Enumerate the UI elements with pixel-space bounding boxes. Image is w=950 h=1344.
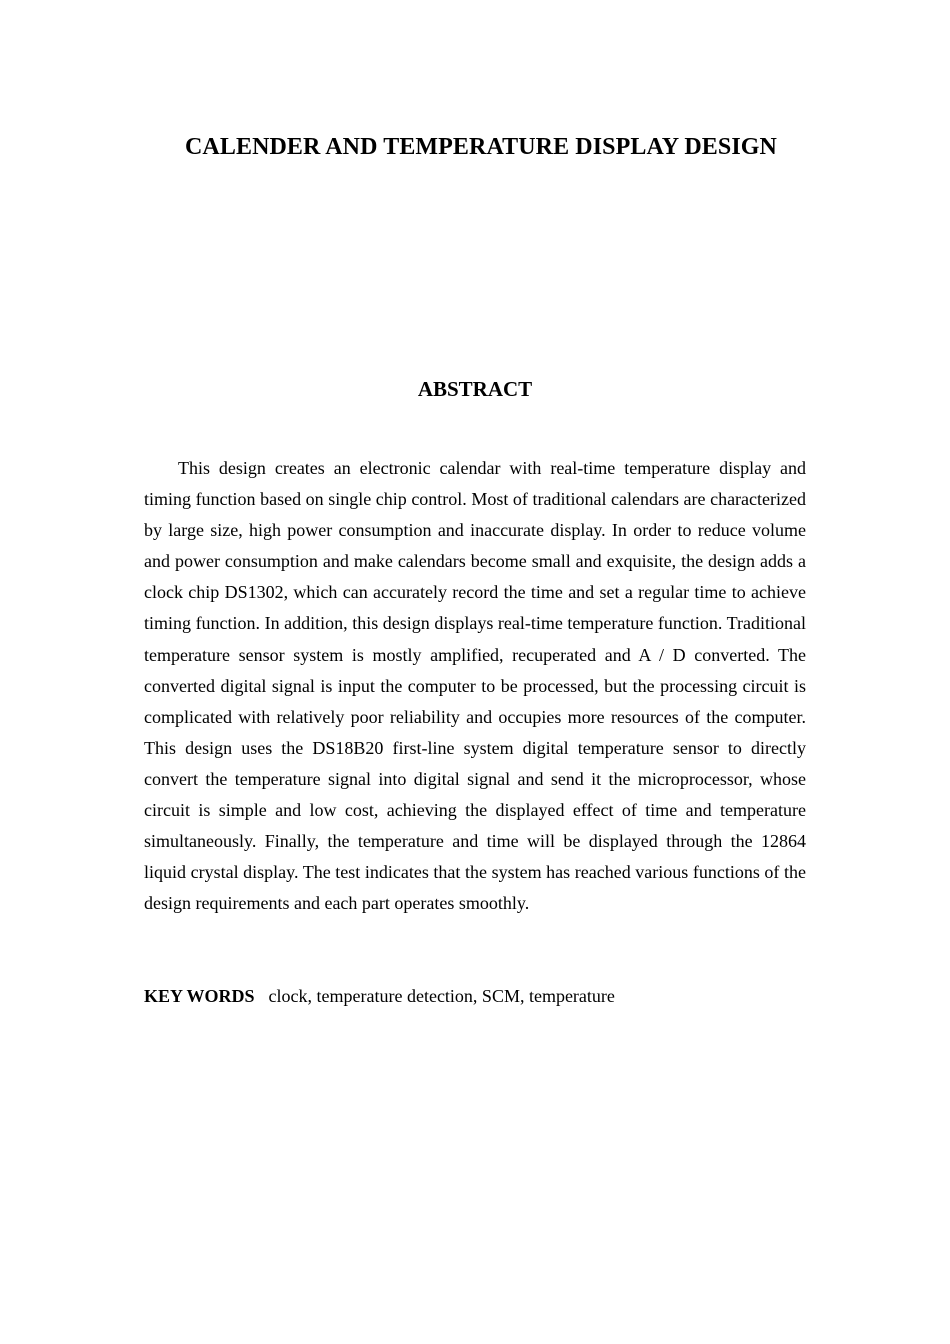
keywords-label: KEY WORDS	[144, 986, 255, 1006]
abstract-heading: ABSTRACT	[417, 377, 533, 401]
abstract-paragraph: This design creates an electronic calendar with real-time temperature display and timing function based on single chip control. Most of traditional calendars are characterized by large size, high power consumption and inaccurate display. In order to reduce volume and power consumption and make calendars become small and exquisite, the design adds a clock chip DS1302, which can accurately record the time and set a regular time to achieve timing function. In addition, this design displays real-time temperature function. Traditional temperature sensor system is mostly amplified, recuperated and A / D converted. The converted digital signal is input the computer to be processed, but the processing circuit is complicated with relatively poor reliability and occupies more resources of the computer. This design uses the DS18B20 first-line system digital temperature sensor to directly convert the temperature signal into digital signal and send it the microprocessor, whose circuit is simple and low cost, achieving the displayed effect of time and temperature simultaneously. Finally, the temperature and time will be displayed through the 12864 liquid crystal display. The test indicates that the system has reached various functions of the design requirements and each part operates smoothly.	[144, 458, 806, 914]
document-title: CALENDER AND TEMPERATURE DISPLAY DESIGN	[184, 134, 777, 160]
keywords-line	[144, 981, 806, 1012]
keywords-text: clock, temperature detection, SCM, temperature	[268, 986, 615, 1006]
